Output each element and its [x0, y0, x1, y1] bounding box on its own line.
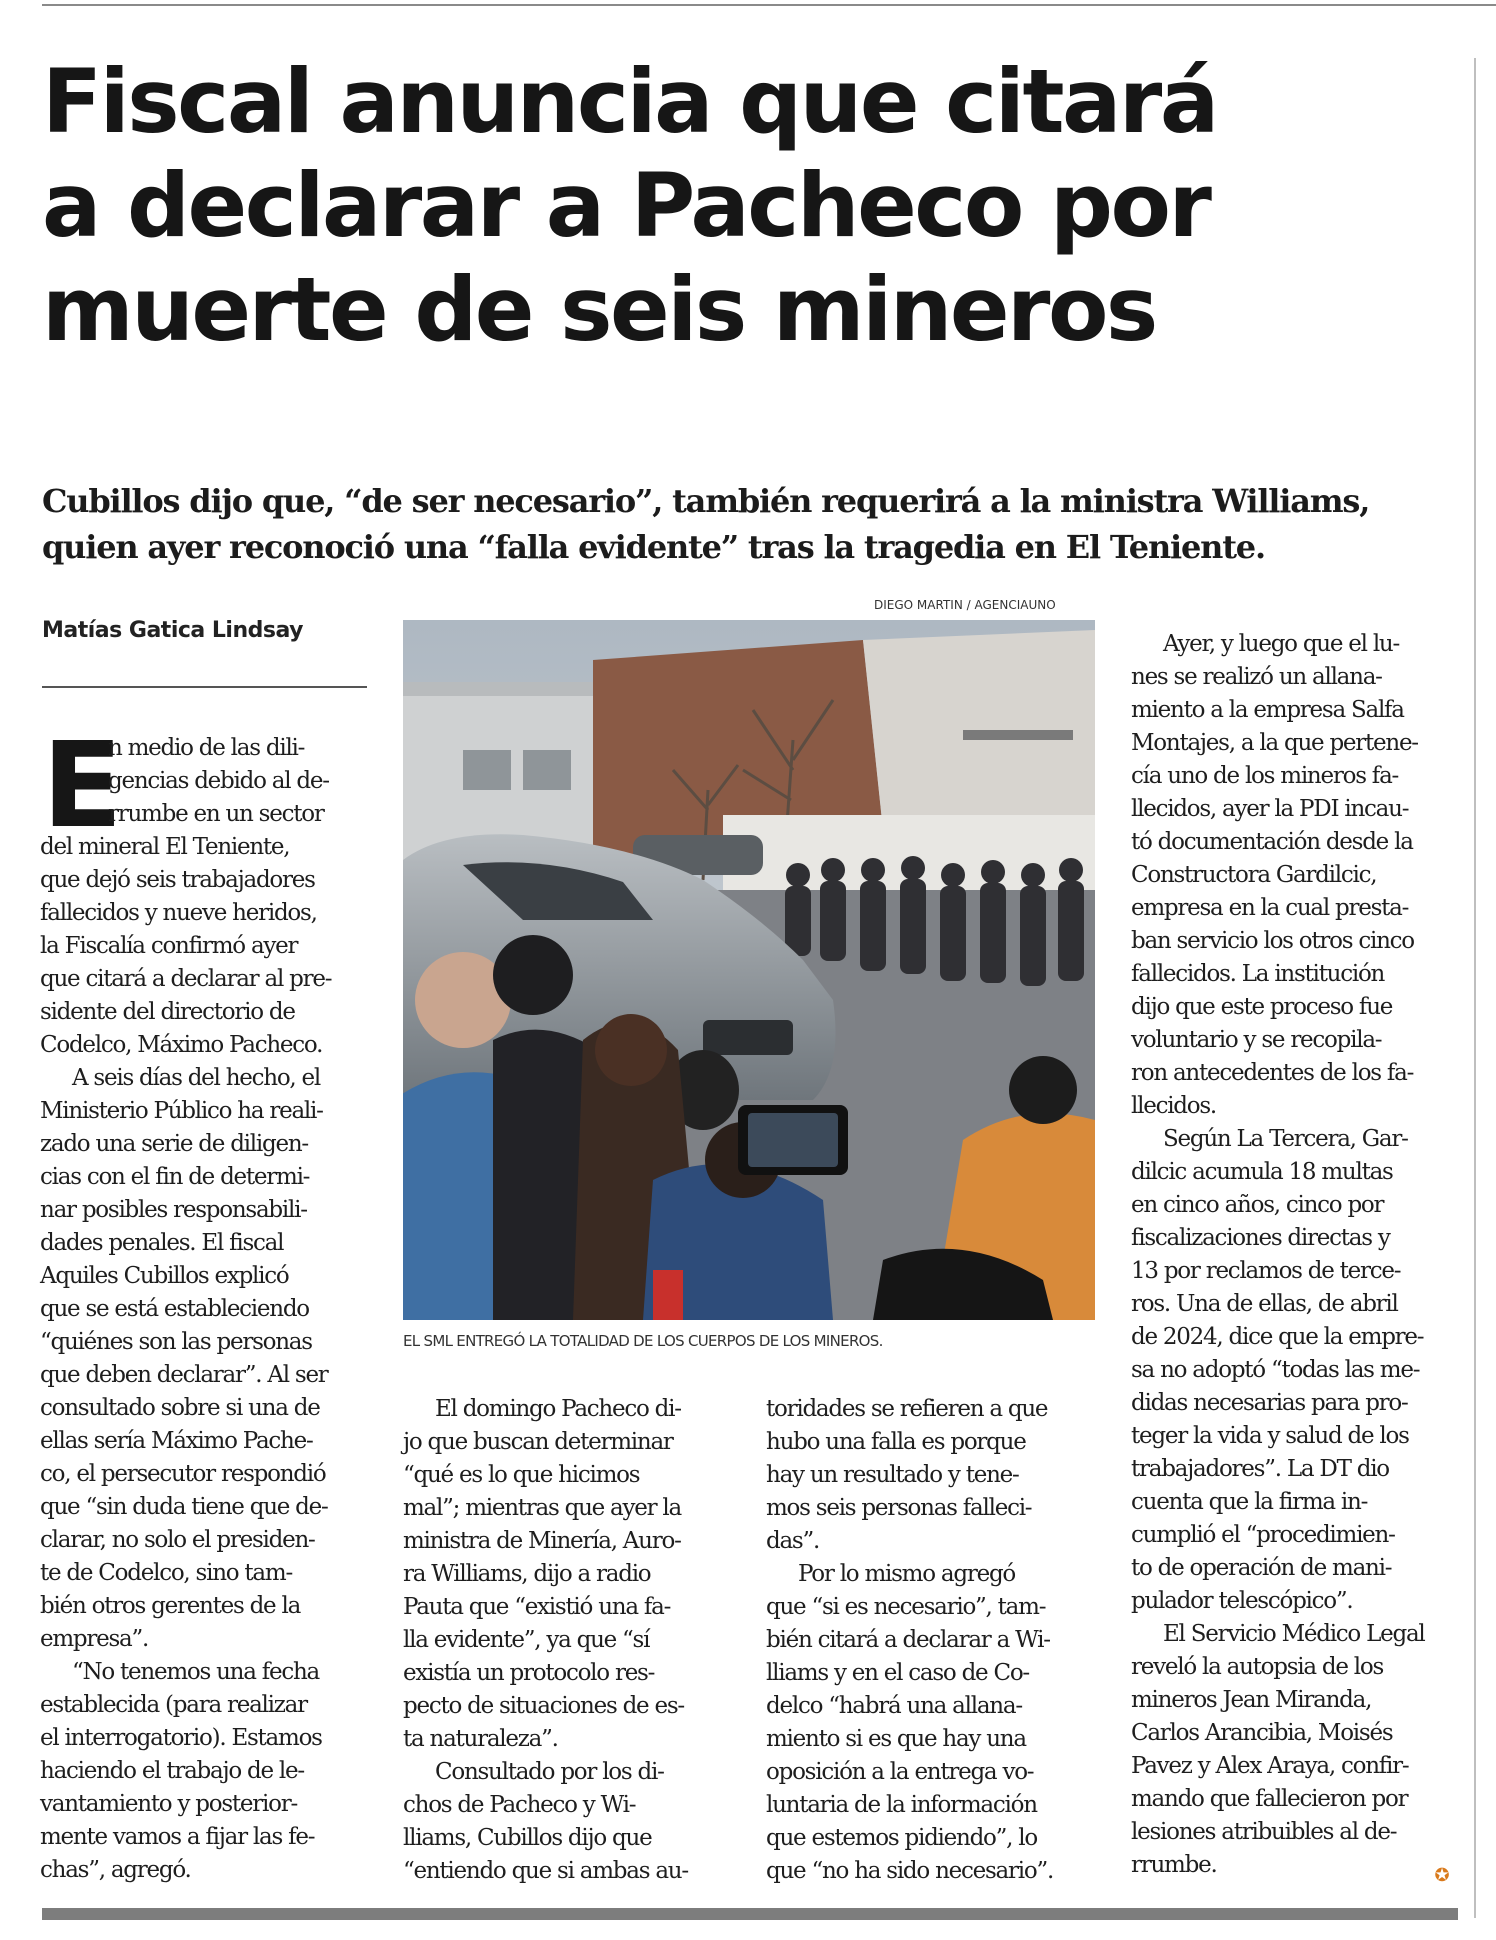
subheadline-line: quien ayer reconoció una “falla evidente” tras la tragedia en El Teniente.: [42, 528, 1265, 566]
article-line: chas”, agregó.: [40, 1857, 191, 1883]
article-line: bién citará a declarar a Wi-: [766, 1627, 1050, 1653]
article-line: hubo una falla es porque: [766, 1429, 1026, 1455]
article-line: sa no adoptó “todas las me-: [1131, 1357, 1420, 1383]
article-line: ellas sería Máximo Pache-: [40, 1428, 313, 1454]
subheadline-line: Cubillos dijo que, “de ser necesario”, también requerirá a la ministra Williams,: [42, 482, 1370, 520]
article-line: n medio de las dili-: [108, 735, 305, 761]
article-column-3: [766, 1393, 1096, 1888]
article-line: que deben declarar”. Al ser: [40, 1362, 328, 1388]
article-line: lliams y en el caso de Co-: [766, 1660, 1029, 1686]
article-line: que se está estableciendo: [40, 1296, 309, 1322]
article-line: empresa”.: [40, 1626, 149, 1652]
article-line: de 2024, dice que la empre-: [1131, 1324, 1424, 1350]
article-line: vantamiento y posterior-: [40, 1791, 297, 1817]
article-line: Montajes, a la que pertene-: [1131, 730, 1418, 756]
article-line: ban servicio los otros cinco: [1131, 928, 1414, 954]
article-line: Pavez y Alex Araya, confir-: [1131, 1753, 1409, 1779]
article-line: consultado sobre si una de: [40, 1395, 320, 1421]
article-line: hay un resultado y tene-: [766, 1462, 1019, 1488]
article-line: del mineral El Teniente,: [40, 834, 290, 860]
article-line: El domingo Pacheco di-: [435, 1396, 681, 1422]
article-line: dades penales. El fiscal: [40, 1230, 284, 1256]
article-line: te de Codelco, sino tam-: [40, 1560, 292, 1586]
article-line: fallecidos y nueve heridos,: [40, 900, 317, 926]
article-line: haciendo el trabajo de le-: [40, 1758, 304, 1784]
end-of-article-icon: ✪: [1434, 1865, 1450, 1886]
headline-line: Fiscal anuncia que citará: [42, 50, 1217, 153]
article-line: establecida (para realizar: [40, 1692, 307, 1718]
article-line: “quiénes son las personas: [40, 1329, 312, 1355]
article-line: Ayer, y luego que el lu-: [1163, 631, 1400, 657]
article-line: oposición a la entrega vo-: [766, 1759, 1034, 1785]
article-line: que estemos pidiendo”, lo: [766, 1825, 1037, 1851]
article-line: que “si es necesario”, tam-: [766, 1594, 1046, 1620]
article-line: nar posibles responsabili-: [40, 1197, 307, 1223]
article-line: ros. Una de ellas, de abril: [1131, 1291, 1398, 1317]
article-line: que “sin duda tiene que de-: [40, 1494, 328, 1520]
article-column-1: [40, 716, 370, 1887]
article-line: ta naturaleza”.: [403, 1726, 558, 1752]
drop-cap: E: [42, 716, 123, 854]
article-line: rrumbe.: [1131, 1852, 1217, 1878]
article-line: 13 por reclamos de terce-: [1131, 1258, 1401, 1284]
article-line: ron antecedentes de los fa-: [1131, 1060, 1414, 1086]
article-line: reveló la autopsia de los: [1131, 1654, 1384, 1680]
article-line: Aquiles Cubillos explicó: [40, 1263, 289, 1289]
article-line: lla evidente”, ya que “sí: [403, 1627, 650, 1653]
article-line: zado una serie de diligen-: [40, 1131, 308, 1157]
article-line: ra Williams, dijo a radio: [403, 1561, 651, 1587]
photo-illustration: [403, 620, 1095, 1320]
article-line: rrumbe en un sector: [108, 801, 324, 827]
top-rule: [42, 4, 1496, 6]
article-column-4: [1131, 628, 1461, 1882]
article-line: pulador telescópico”.: [1131, 1588, 1353, 1614]
article-line: llecidos.: [1131, 1093, 1216, 1119]
article-line: mos seis personas falleci-: [766, 1495, 1032, 1521]
article-line: jo que buscan determinar: [403, 1429, 673, 1455]
article-line: mando que fallecieron por: [1131, 1786, 1408, 1812]
article-line: das”.: [766, 1528, 820, 1554]
article-line: Carlos Arancibia, Moisés: [1131, 1720, 1393, 1746]
subheadline: [42, 478, 1462, 570]
article-line: miento si es que hay una: [766, 1726, 1026, 1752]
article-line: Según La Tercera, Gar-: [1163, 1126, 1408, 1152]
photo-caption: EL SML ENTREGÓ LA TOTALIDAD DE LOS CUERPOS DE LOS MINEROS.: [403, 1332, 883, 1350]
article-line: El Servicio Médico Legal: [1163, 1621, 1425, 1647]
article-line: Constructora Gardilcic,: [1131, 862, 1377, 888]
headline-line: muerte de seis mineros: [42, 258, 1156, 361]
article-line: empresa en la cual presta-: [1131, 895, 1409, 921]
article-line: Consultado por los di-: [435, 1759, 664, 1785]
article-line: A seis días del hecho, el: [72, 1065, 321, 1091]
article-line: toridades se refieren a que: [766, 1396, 1048, 1422]
article-column-2: [403, 1393, 733, 1888]
article-line: dilcic acumula 18 multas: [1131, 1159, 1393, 1185]
byline-rule: [42, 686, 367, 688]
article-line: tó documentación desde la: [1131, 829, 1413, 855]
byline: Matías Gatica Lindsay: [42, 618, 303, 643]
article-line: bién otros gerentes de la: [40, 1593, 301, 1619]
article-line: to de operación de mani-: [1131, 1555, 1392, 1581]
article-line: Por lo mismo agregó: [798, 1561, 1016, 1587]
article-line: que citará a declarar al pre-: [40, 966, 332, 992]
article-line: chos de Pacheco y Wi-: [403, 1792, 636, 1818]
article-line: mal”; mientras que ayer la: [403, 1495, 681, 1521]
article-line: lliams, Cubillos dijo que: [403, 1825, 652, 1851]
article-line: que dejó seis trabajadores: [40, 867, 315, 893]
article-line: dijo que este proceso fue: [1131, 994, 1393, 1020]
article-line: cuenta que la firma in-: [1131, 1489, 1368, 1515]
article-line: Codelco, Máximo Pacheco.: [40, 1032, 323, 1058]
headline: [42, 50, 1462, 362]
news-photo: [403, 620, 1095, 1320]
article-line: voluntario y se recopila-: [1131, 1027, 1382, 1053]
article-line: lesiones atribuibles al de-: [1131, 1819, 1397, 1845]
article-line: teger la vida y salud de los: [1131, 1423, 1409, 1449]
article-line: cumplió el “procedimien-: [1131, 1522, 1395, 1548]
article-line: cias con el fin de determi-: [40, 1164, 310, 1190]
article-line: nes se realizó un allana-: [1131, 664, 1382, 690]
article-line: el interrogatorio). Estamos: [40, 1725, 322, 1751]
building-sign: [963, 730, 1073, 740]
article-line: cía uno de los mineros fa-: [1131, 763, 1399, 789]
article-line: miento a la empresa Salfa: [1131, 697, 1404, 723]
article-line: fiscalizaciones directas y: [1131, 1225, 1390, 1251]
photo-credit: DIEGO MARTIN / AGENCIAUNO: [874, 598, 1056, 612]
article-line: sidente del directorio de: [40, 999, 295, 1025]
article-line: llecidos, ayer la PDI incau-: [1131, 796, 1409, 822]
article-line: trabajadores”. La DT dio: [1131, 1456, 1389, 1482]
article-line: didas necesarias para pro-: [1131, 1390, 1408, 1416]
article-line: delco “habrá una allana-: [766, 1693, 1022, 1719]
article-line: en cinco años, cinco por: [1131, 1192, 1384, 1218]
article-line: existía un protocolo res-: [403, 1660, 655, 1686]
article-line: que “no ha sido necesario”.: [766, 1858, 1054, 1884]
article-line: la Fiscalía confirmó ayer: [40, 933, 298, 959]
article-line: pecto de situaciones de es-: [403, 1693, 684, 1719]
article-line: luntaria de la información: [766, 1792, 1037, 1818]
bottom-rule: [42, 1908, 1458, 1920]
article-line: Ministerio Público ha reali-: [40, 1098, 323, 1124]
article-line: mente vamos a fijar las fe-: [40, 1824, 315, 1850]
article-line: mineros Jean Miranda,: [1131, 1687, 1372, 1713]
article-line: “entiendo que si ambas au-: [403, 1858, 688, 1884]
headline-line: a declarar a Pacheco por: [42, 154, 1210, 257]
article-line: clarar, no solo el presiden-: [40, 1527, 315, 1553]
column-divider-right: [1474, 58, 1476, 1918]
article-line: co, el persecutor respondió: [40, 1461, 326, 1487]
article-line: Pauta que “existió una fa-: [403, 1594, 671, 1620]
article-line: “qué es lo que hicimos: [403, 1462, 640, 1488]
article-line: gencias debido al de-: [108, 768, 329, 794]
article-line: “No tenemos una fecha: [72, 1659, 320, 1685]
article-line: fallecidos. La institución: [1131, 961, 1385, 987]
article-line: ministra de Minería, Auro-: [403, 1528, 681, 1554]
